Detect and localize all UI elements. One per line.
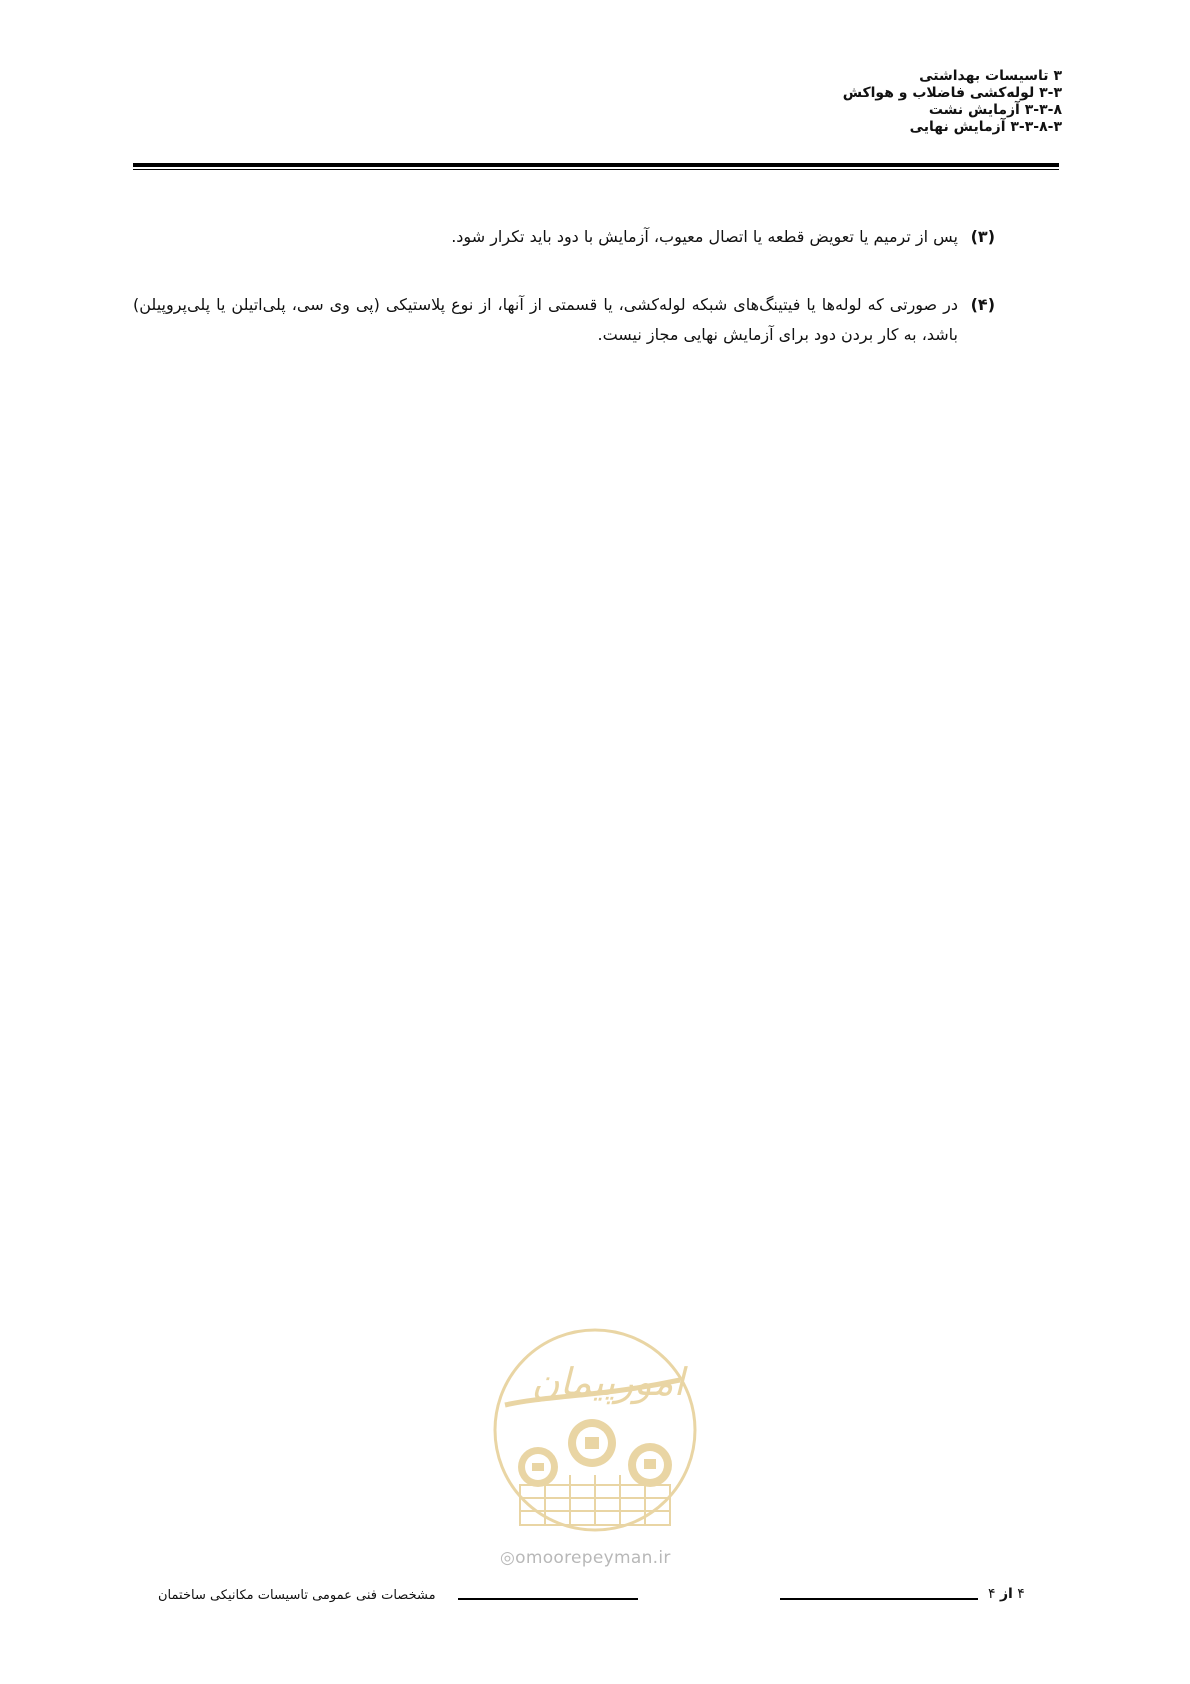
- section-header: [843, 68, 1062, 136]
- logo-script-text: امورپیمان: [531, 1360, 685, 1404]
- footer-rule-right: [780, 1598, 978, 1600]
- watermark-url: ◎omoorepeyman.ir: [500, 1548, 671, 1568]
- header-section: ۳-۳ لوله‌کشی فاضلاب و هواکش: [842, 85, 1062, 101]
- header-subsubsection: ۳-۳-۸-۳ آزمایش نهایی: [909, 119, 1062, 135]
- item-text: در صورتی که لوله‌ها یا فیتینگ‌های شبکه لوله‌کشی، یا قسمتی از آنها، از نوع پلاستیکی (پی وی سی، پلی‌اتیلن یا پلی‌پروپیلن) باشد، به کار بردن دود برای آزمایش نهایی مجاز نیست.: [133, 295, 958, 344]
- footer-rule-left: [458, 1598, 638, 1600]
- globe-icon: ◎: [500, 1548, 516, 1568]
- header-chapter: ۳ تاسیسات بهداشتی: [919, 68, 1062, 84]
- item-text: پس از ترمیم یا تعویض قطعه یا اتصال معیوب، آزمایش با دود باید تکرار شود.: [451, 227, 958, 246]
- header-rule-thick: [133, 163, 1059, 167]
- item-number: (۳): [970, 227, 995, 246]
- omoorepeyman-logo-watermark: [490, 1325, 700, 1545]
- page-number: [988, 1586, 1025, 1602]
- footer-title: مشخصات فنی عمومی تاسیسات مکانیکی ساختمان: [158, 1588, 436, 1603]
- header-subsection: ۳-۳-۸ آزمایش نشت: [928, 102, 1062, 118]
- page-current: ۴: [1017, 1586, 1025, 1602]
- header-rule-thin: [133, 169, 1059, 170]
- item-number: (۴): [970, 295, 995, 314]
- page-total: ۴: [988, 1586, 996, 1602]
- page-of-label: از: [999, 1586, 1013, 1602]
